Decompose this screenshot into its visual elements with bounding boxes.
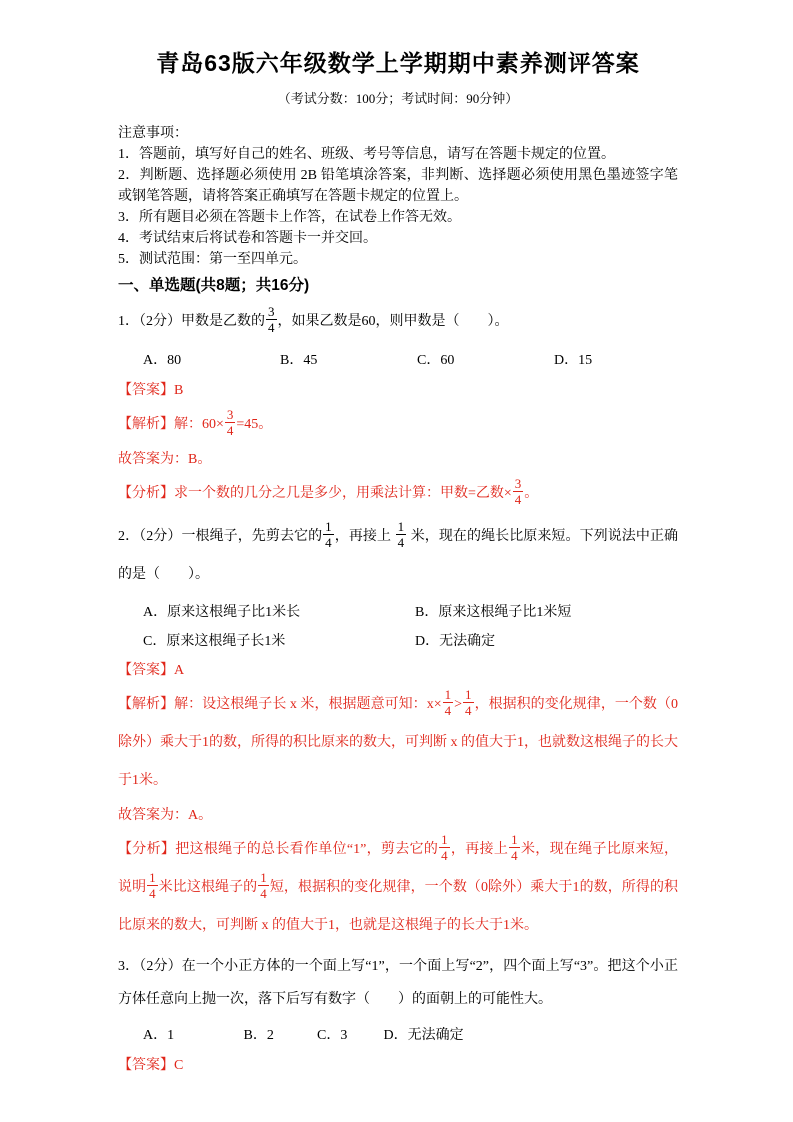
fraction-numerator: 1 [325,518,332,534]
answer-label: 【答案】 [118,383,174,398]
analysis-text: 【分析】求一个数的几分之几是多少，用乘法计算：甲数=乙数× [118,486,512,501]
question-2-option-a: A．原来这根绳子比1米长 [143,605,301,620]
analysis-text: 短，根据积的变化规律，一个数（0除外）乘大于1的数，所得的积比原来的数大，可判断 x 的值大于1，也就是这根绳子的长大于1米。 [118,880,679,933]
question-1-option-b: B．45 [280,353,318,368]
question-2-answer [118,660,678,681]
fraction-denominator: 4 [511,848,518,864]
fraction-numerator: 3 [514,475,522,491]
question-1-options [118,350,678,371]
fraction-denominator: 4 [441,848,448,864]
notice-item-5: 5．测试范围：第一至四单元。 [118,252,307,267]
question-2-options-row-1 [143,602,678,623]
fraction-denominator: 4 [226,423,234,439]
exam-score-time-subtitle: （考试分数：100分；考试时间：90分钟） [277,91,519,106]
question-3-option-b: B．2 [243,1028,274,1043]
question-1-explanation [118,406,678,444]
analysis-text: ，再接上 [450,842,509,857]
fraction-denominator: 4 [444,703,452,719]
question-2-option-d: D．无法确定 [415,634,496,649]
question-2-option-c: C．原来这根绳子长1米 [143,634,286,649]
question-3-options [118,1025,678,1046]
fraction [258,871,269,901]
question-2-explanation [118,686,678,800]
fraction [513,477,524,507]
fraction-denominator: 4 [325,535,332,551]
fraction-numerator: 1 [511,831,518,847]
question-1-option-a: A．80 [143,353,182,368]
question-1-stem-text: 1．（2分）甲数是乙数的 [118,314,265,329]
question-1-answer [118,380,678,401]
fraction-denominator: 4 [268,320,275,336]
fraction [396,520,407,550]
question-2-stem-text: 米，现在的绳长比原来短。下列说法中正确的是（ ）。 [118,529,679,582]
explanation-text: 【解析】解：60× [118,417,224,432]
notice-section [118,123,678,270]
explanation-text: ，根据积的变化规律，一个数（0除外）乘大于1的数，所得的积比原来的数大，可判断 x 的值大于1，也就数这根绳子的长大于1米。 [118,697,678,788]
question-3-option-a: A．1 [143,1028,175,1043]
question-2-options-row-2 [143,631,678,652]
fraction-denominator: 4 [260,886,267,902]
notice-item-2: 2．判断题、选择题必须使用 2B 铅笔填涂答案，非判断、选择题必须使用黑色墨迹签字笔或钢笔答题，请将答案正确填写在答题卡规定的位置上。 [118,168,678,204]
fraction-denominator: 4 [149,886,156,902]
analysis-text: 【分析】把这根绳子的总长看作单位“1”，剪去它的 [118,842,439,857]
fraction [323,520,334,550]
notice-item-1: 1．答题前，填写好自己的姓名、班级、考号等信息，请写在答题卡规定的位置。 [118,147,615,162]
analysis-text: 。 [524,486,539,501]
question-2-stem-text: ，再接上 [334,529,395,544]
question-3-option-d: D．无法确定 [383,1028,464,1043]
notice-item-4: 4．考试结束后将试卷和答题卡一并交回。 [118,231,377,246]
question-3-stem: 3．（2分）在一个小正方体的一个面上写“1”，一个面上写“2”，四个面上写“3”。把这个小正方体任意向上抛一次，落下后写有数字（ ）的面朝上的可能性大。 [118,959,678,1007]
question-1 [118,303,678,513]
explanation-text: =45。 [236,417,273,432]
question-3-option-c: C．3 [317,1028,348,1043]
answer-value: C [174,1058,184,1073]
fraction [443,688,454,718]
answer-value: A [174,663,185,678]
fraction-denominator: 4 [514,492,522,508]
question-3 [118,950,678,1076]
document-title: 青岛63版六年级数学上学期期中素养测评答案 [156,50,640,76]
question-3-answer [118,1055,678,1076]
fraction [463,688,474,718]
question-2-stem-text: 2．（2分）一根绳子，先剪去它的 [118,529,323,544]
fraction [439,833,450,863]
notice-heading: 注意事项： [118,126,188,141]
answer-label: 【答案】 [118,1058,174,1073]
question-2-conclusion: 故答案为：A。 [118,808,213,823]
question-1-conclusion: 故答案为：B。 [118,452,212,467]
analysis-text: 米，现在绳子比原来短，说明 [118,842,679,895]
question-2-analysis [118,831,678,945]
explanation-text: 【解析】解：设这根绳子长 x 米，根据题意可知：x× [118,697,442,712]
notice-item-3: 3．所有题目必须在答题卡上作答，在试卷上作答无效。 [118,210,461,225]
fraction-numerator: 1 [397,518,405,534]
fraction [147,871,158,901]
fraction [509,833,520,863]
question-1-option-d: D．15 [554,353,593,368]
answer-label: 【答案】 [118,663,174,678]
fraction-numerator: 1 [260,869,267,885]
analysis-text: 米比这根绳子的 [158,880,258,895]
fraction-numerator: 3 [226,406,234,422]
fraction [225,408,236,438]
fraction-denominator: 4 [397,535,405,551]
fraction [266,305,277,335]
question-2-option-b: B．原来这根绳子比1米短 [415,605,572,620]
fraction-numerator: 1 [149,869,156,885]
fraction-numerator: 1 [465,686,472,702]
fraction-denominator: 4 [465,703,472,719]
answer-value: B [174,383,184,398]
fraction-numerator: 1 [441,831,448,847]
fraction-numerator: 1 [444,686,452,702]
question-1-option-c: C．60 [417,353,455,368]
fraction-numerator: 3 [268,303,275,319]
question-1-stem [118,303,678,341]
question-1-analysis [118,475,678,513]
question-2 [118,518,678,945]
question-2-stem [118,518,678,594]
question-1-stem-text: ，如果乙数是60，则甲数是（ ）。 [277,314,509,329]
section-heading-single-choice: 一、单选题(共8题；共16分) [118,277,310,294]
greater-than-sign: > [454,697,463,712]
question-2-options [118,602,678,652]
